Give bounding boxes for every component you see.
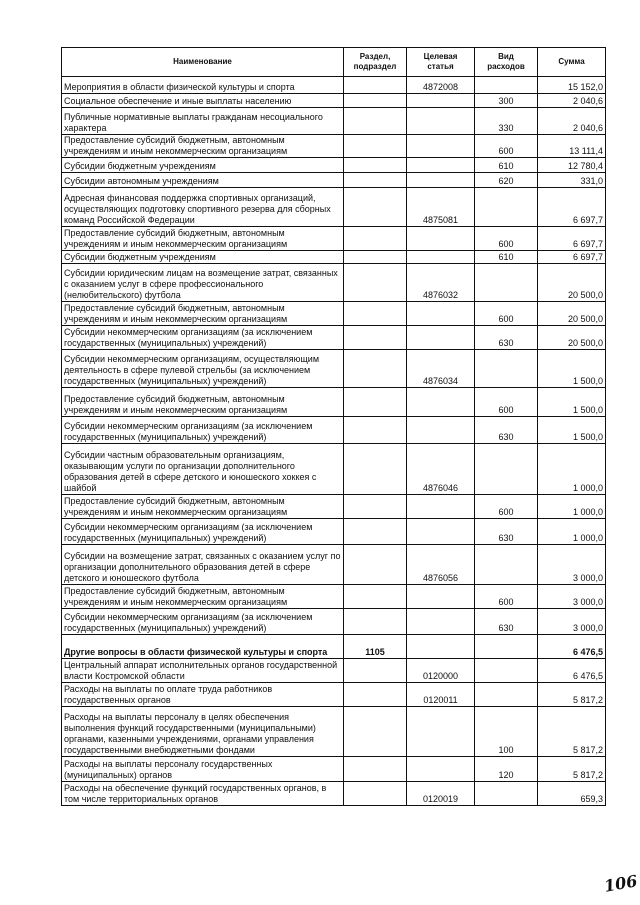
cell-article: [407, 707, 475, 757]
cell-article: [407, 609, 475, 635]
cell-section: [344, 326, 407, 350]
cell-expense-type: 630: [475, 519, 538, 545]
cell-article: [407, 635, 475, 659]
cell-name: Субсидии бюджетным учреждениям: [62, 251, 344, 264]
cell-expense-type: [475, 782, 538, 806]
table-row: [62, 302, 606, 326]
cell-article: [407, 757, 475, 782]
cell-amount: 1 000,0: [538, 519, 606, 545]
cell-section: 1105: [344, 635, 407, 659]
cell-section: [344, 77, 407, 94]
cell-expense-type: 600: [475, 495, 538, 519]
cell-name: Мероприятия в области физической культуры и спорта: [62, 77, 344, 94]
cell-article: 0120019: [407, 782, 475, 806]
cell-expense-type: 610: [475, 158, 538, 173]
cell-expense-type: [475, 188, 538, 227]
cell-article: [407, 251, 475, 264]
cell-amount: 2 040,6: [538, 94, 606, 108]
cell-name: Субсидии на возмещение затрат, связанных с оказанием услуг по организации дополнительного образования детей в сфере детского и юношеского футбола: [62, 545, 344, 585]
cell-article: [407, 519, 475, 545]
cell-name: Субсидии юридическим лицам на возмещение затрат, связанных с оказанием услуг в сфере профессионального (нелюбительского) футбола: [62, 264, 344, 302]
cell-section: [344, 173, 407, 188]
cell-section: [344, 519, 407, 545]
cell-name: Публичные нормативные выплаты гражданам несоциального характера: [62, 108, 344, 135]
cell-article: 4875081: [407, 188, 475, 227]
cell-amount: 5 817,2: [538, 757, 606, 782]
cell-article: [407, 495, 475, 519]
cell-name: Предоставление субсидий бюджетным, автономным учреждениям и иным некоммерческим организациям: [62, 135, 344, 158]
cell-expense-type: [475, 350, 538, 388]
table-row: [62, 444, 606, 495]
table-row: [62, 350, 606, 388]
cell-expense-type: 600: [475, 388, 538, 417]
header-section: Раздел, подраздел: [344, 48, 407, 77]
cell-amount: 3 000,0: [538, 545, 606, 585]
cell-expense-type: [475, 264, 538, 302]
cell-name: Центральный аппарат исполнительных органов государственной власти Костромской области: [62, 659, 344, 683]
cell-expense-type: [475, 659, 538, 683]
cell-name: Предоставление субсидий бюджетным, автономным учреждениям и иным некоммерческим организациям: [62, 495, 344, 519]
table-row: [62, 609, 606, 635]
cell-amount: 659,3: [538, 782, 606, 806]
table-row: [62, 545, 606, 585]
header-amount: Сумма: [538, 48, 606, 77]
cell-section: [344, 94, 407, 108]
cell-expense-type: 630: [475, 417, 538, 444]
cell-section: [344, 227, 407, 251]
cell-article: [407, 173, 475, 188]
cell-name: Субсидии некоммерческим организациям (за исключением государственных (муниципальных) учреждений): [62, 609, 344, 635]
cell-amount: 1 000,0: [538, 495, 606, 519]
cell-amount: 13 111,4: [538, 135, 606, 158]
cell-section: [344, 585, 407, 609]
cell-expense-type: 600: [475, 135, 538, 158]
table-row: [62, 158, 606, 173]
cell-section: [344, 188, 407, 227]
page-number: 106: [602, 871, 639, 896]
cell-section: [344, 135, 407, 158]
table-row: [62, 635, 606, 659]
header-expense-type: Вид расходов: [475, 48, 538, 77]
cell-name: Адресная финансовая поддержка спортивных организаций, осуществляющих подготовку спортивного резерва для сборных команд Российской Федерации: [62, 188, 344, 227]
table-row: [62, 108, 606, 135]
cell-section: [344, 108, 407, 135]
cell-name: Расходы на выплаты персоналу государственных (муниципальных) органов: [62, 757, 344, 782]
cell-expense-type: [475, 77, 538, 94]
cell-amount: 20 500,0: [538, 264, 606, 302]
cell-amount: 20 500,0: [538, 302, 606, 326]
table-row: [62, 251, 606, 264]
cell-expense-type: 610: [475, 251, 538, 264]
cell-section: [344, 251, 407, 264]
cell-expense-type: 630: [475, 609, 538, 635]
cell-amount: 331,0: [538, 173, 606, 188]
table-row: [62, 173, 606, 188]
cell-name: Предоставление субсидий бюджетным, автономным учреждениям и иным некоммерческим организациям: [62, 388, 344, 417]
table-row: [62, 135, 606, 158]
cell-article: 0120011: [407, 683, 475, 707]
cell-article: 0120000: [407, 659, 475, 683]
cell-expense-type: [475, 545, 538, 585]
cell-section: [344, 757, 407, 782]
table-row: [62, 227, 606, 251]
cell-article: 4876056: [407, 545, 475, 585]
cell-expense-type: [475, 635, 538, 659]
cell-section: [344, 782, 407, 806]
cell-name: Субсидии некоммерческим организациям, осуществляющим деятельность в сфере пулевой стрельбы (за исключением государственных (муниципальных) учреждений): [62, 350, 344, 388]
cell-name: Субсидии автономным учреждениям: [62, 173, 344, 188]
cell-expense-type: 600: [475, 585, 538, 609]
cell-section: [344, 350, 407, 388]
cell-article: [407, 417, 475, 444]
cell-amount: 6 697,7: [538, 251, 606, 264]
cell-expense-type: 100: [475, 707, 538, 757]
cell-name: Субсидии частным образовательным организациям, оказывающим услуги по организации дополнительного образования детей в сфере детского и юношеского хоккея с шайбой: [62, 444, 344, 495]
cell-section: [344, 683, 407, 707]
table-row: [62, 519, 606, 545]
cell-article: [407, 326, 475, 350]
table-row: [62, 757, 606, 782]
cell-expense-type: 300: [475, 94, 538, 108]
cell-section: [344, 444, 407, 495]
cell-amount: 6 476,5: [538, 659, 606, 683]
cell-amount: 1 000,0: [538, 444, 606, 495]
cell-section: [344, 302, 407, 326]
cell-article: [407, 302, 475, 326]
cell-amount: 3 000,0: [538, 585, 606, 609]
cell-article: 4876034: [407, 350, 475, 388]
cell-section: [344, 417, 407, 444]
table-row: [62, 326, 606, 350]
cell-amount: 2 040,6: [538, 108, 606, 135]
header-article: Целевая статья: [407, 48, 475, 77]
cell-section: [344, 388, 407, 417]
cell-name: Субсидии некоммерческим организациям (за исключением государственных (муниципальных) учреждений): [62, 519, 344, 545]
cell-amount: 6 697,7: [538, 188, 606, 227]
cell-article: 4876046: [407, 444, 475, 495]
cell-expense-type: 120: [475, 757, 538, 782]
cell-name: Расходы на выплаты по оплате труда работников государственных органов: [62, 683, 344, 707]
header-name: Наименование: [62, 48, 344, 77]
cell-expense-type: 620: [475, 173, 538, 188]
cell-section: [344, 707, 407, 757]
table-row: [62, 188, 606, 227]
cell-name: Другие вопросы в области физической культуры и спорта: [62, 635, 344, 659]
cell-article: [407, 158, 475, 173]
cell-article: [407, 94, 475, 108]
cell-name: Предоставление субсидий бюджетным, автономным учреждениям и иным некоммерческим организациям: [62, 302, 344, 326]
table-header-row: [62, 48, 606, 77]
cell-article: 4876032: [407, 264, 475, 302]
cell-article: [407, 108, 475, 135]
cell-expense-type: [475, 444, 538, 495]
table-row: [62, 659, 606, 683]
cell-name: Субсидии некоммерческим организациям (за исключением государственных (муниципальных) учреждений): [62, 326, 344, 350]
cell-amount: 1 500,0: [538, 350, 606, 388]
cell-amount: 1 500,0: [538, 417, 606, 444]
cell-name: Расходы на обеспечение функций государственных органов, в том числе территориальных органов: [62, 782, 344, 806]
table-row: [62, 707, 606, 757]
cell-expense-type: [475, 683, 538, 707]
cell-amount: 5 817,2: [538, 683, 606, 707]
cell-expense-type: 600: [475, 227, 538, 251]
cell-name: Социальное обеспечение и иные выплаты населению: [62, 94, 344, 108]
cell-article: [407, 585, 475, 609]
cell-article: [407, 135, 475, 158]
cell-section: [344, 495, 407, 519]
cell-amount: 1 500,0: [538, 388, 606, 417]
cell-article: [407, 388, 475, 417]
cell-amount: 3 000,0: [538, 609, 606, 635]
cell-amount: 15 152,0: [538, 77, 606, 94]
cell-amount: 12 780,4: [538, 158, 606, 173]
cell-name: Расходы на выплаты персоналу в целях обеспечения выполнения функций государственными (муниципальными) органами, казенными учреждениями, органами управления государственными внебюджетными фондами: [62, 707, 344, 757]
table-row: [62, 683, 606, 707]
table-row: [62, 417, 606, 444]
cell-expense-type: 330: [475, 108, 538, 135]
table-row: [62, 264, 606, 302]
table-row: [62, 782, 606, 806]
table-row: [62, 388, 606, 417]
cell-name: Предоставление субсидий бюджетным, автономным учреждениям и иным некоммерческим организациям: [62, 585, 344, 609]
cell-expense-type: 630: [475, 326, 538, 350]
table-row: [62, 585, 606, 609]
cell-amount: 5 817,2: [538, 707, 606, 757]
cell-section: [344, 609, 407, 635]
cell-amount: 6 697,7: [538, 227, 606, 251]
cell-amount: 6 476,5: [538, 635, 606, 659]
cell-expense-type: 600: [475, 302, 538, 326]
cell-section: [344, 158, 407, 173]
cell-section: [344, 659, 407, 683]
table-row: [62, 495, 606, 519]
cell-amount: 20 500,0: [538, 326, 606, 350]
cell-article: [407, 227, 475, 251]
cell-name: Предоставление субсидий бюджетным, автономным учреждениям и иным некоммерческим организациям: [62, 227, 344, 251]
cell-section: [344, 545, 407, 585]
budget-table: [61, 47, 606, 806]
table-row: [62, 77, 606, 94]
cell-name: Субсидии бюджетным учреждениям: [62, 158, 344, 173]
table-row: [62, 94, 606, 108]
cell-name: Субсидии некоммерческим организациям (за исключением государственных (муниципальных) учреждений): [62, 417, 344, 444]
cell-section: [344, 264, 407, 302]
cell-article: 4872008: [407, 77, 475, 94]
